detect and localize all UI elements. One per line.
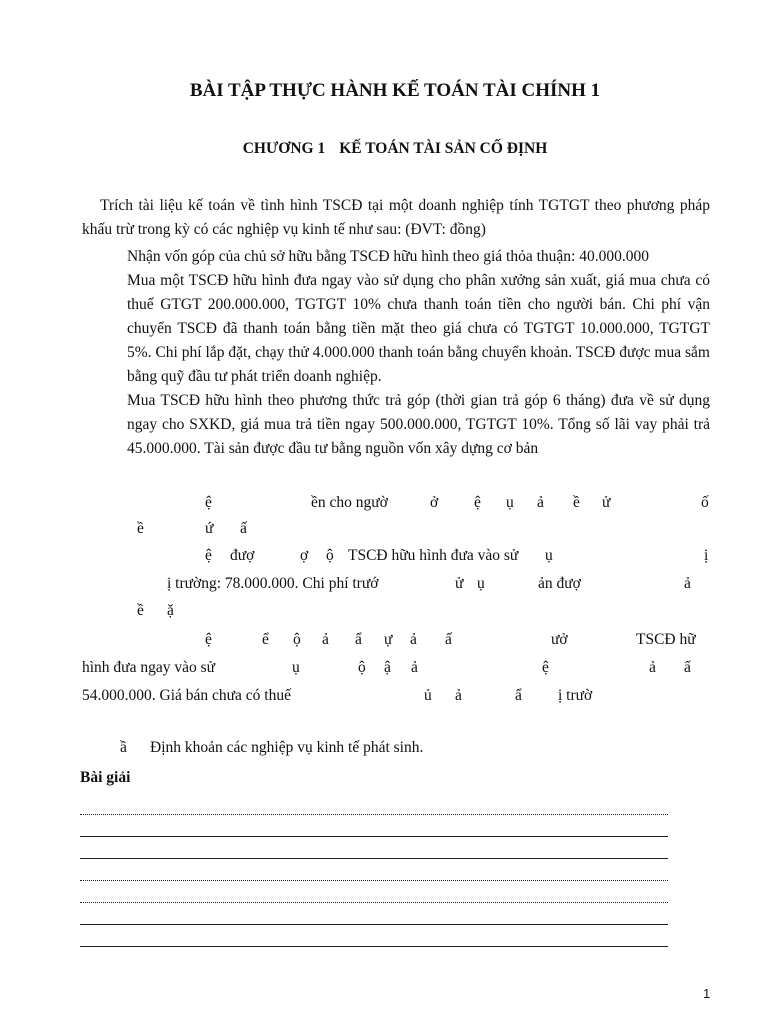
chapter-title: KẾ TOÁN TÀI SẢN CỐ ĐỊNH bbox=[339, 140, 548, 157]
answer-line bbox=[80, 858, 668, 859]
text-fragment: ản đượ bbox=[538, 575, 581, 592]
text-fragment: ệ bbox=[542, 659, 549, 676]
text-fragment: ệ bbox=[474, 494, 481, 511]
task-instruction bbox=[120, 739, 423, 757]
text-fragment: ộ bbox=[293, 631, 301, 648]
text-fragment: ở bbox=[430, 494, 439, 511]
text-fragment: ứ bbox=[205, 520, 214, 537]
text-fragment: ụ bbox=[292, 659, 300, 676]
transaction-item: Mua TSCĐ hữu hình theo phương thức trả góp (thời gian trả góp 6 tháng) đưa về sử dụng ngay cho SXKD, giá mua trả tiền ngay 500.000.000, TGTGT 10%. Tổng số lãi vay phải trả 45.000.000. Tài sản được đầu tư bằng nguồn vốn xây dựng cơ bản bbox=[127, 392, 710, 457]
text-fragment: ẩ bbox=[515, 687, 522, 704]
task-bullet: ầ bbox=[120, 739, 127, 756]
text-fragment: đượ bbox=[230, 547, 255, 564]
text-fragment: ẩ bbox=[684, 659, 691, 676]
text-fragment: ị trườ bbox=[558, 687, 593, 704]
answer-line bbox=[80, 880, 668, 881]
solution-label: Bài giải bbox=[80, 769, 131, 786]
task-text: Định khoản các nghiệp vụ kinh tế phát sinh. bbox=[150, 739, 424, 756]
text-fragment: ợ bbox=[300, 547, 309, 564]
text-fragment: ệ bbox=[205, 631, 212, 648]
text-fragment: ể bbox=[262, 631, 269, 648]
answer-line bbox=[80, 924, 668, 925]
transaction-item: Nhận vốn góp của chủ sở hữu bằng TSCĐ hữu hình theo giá thỏa thuận: 40.000.000 bbox=[127, 248, 649, 265]
answer-line bbox=[80, 814, 668, 815]
text-fragment: ả bbox=[684, 575, 691, 592]
text-fragment: ị bbox=[704, 547, 709, 564]
text-fragment: ố bbox=[701, 494, 709, 511]
text-fragment: ả bbox=[649, 659, 656, 676]
text-fragment: ị trường: 78.000.000. Chi phí trướ bbox=[167, 575, 379, 592]
text-fragment: ộ bbox=[326, 547, 334, 564]
text-fragment: ấ bbox=[445, 631, 452, 648]
text-fragment: ử bbox=[455, 575, 464, 592]
text-fragment: ậ bbox=[384, 659, 391, 676]
text-fragment: ử bbox=[602, 494, 611, 511]
text-fragment: TSCĐ hữ bbox=[636, 631, 696, 648]
text-fragment: ệ bbox=[205, 494, 212, 511]
chapter-heading bbox=[0, 140, 768, 158]
text-fragment: ền cho ngườ bbox=[311, 494, 388, 511]
text-fragment: ụ bbox=[477, 575, 485, 592]
text-fragment: ả bbox=[410, 631, 417, 648]
text-fragment: ưở bbox=[551, 631, 568, 648]
text-fragment: ộ bbox=[358, 659, 366, 676]
intro-paragraph: Trích tài liệu kế toán về tình hình TSCĐ tại một doanh nghiệp tính TGTGT theo phương pháp khấu trừ trong kỳ có các nghiệp vụ kinh tế như sau: (ĐVT: đồng) bbox=[82, 197, 710, 238]
answer-line bbox=[80, 946, 668, 947]
document-title: BÀI TẬP THỰC HÀNH KẾ TOÁN TÀI CHÍNH 1 bbox=[189, 80, 601, 101]
text-fragment: TSCĐ hữu hình đưa vào sử bbox=[348, 547, 519, 564]
text-fragment: ả bbox=[411, 659, 418, 676]
text-fragment: ệ bbox=[205, 547, 212, 564]
text-fragment: ấ bbox=[240, 520, 247, 537]
text-fragment: ả bbox=[455, 687, 462, 704]
text-fragment: ề bbox=[137, 520, 144, 537]
text-fragment: 54.000.000. Giá bán chưa có thuế bbox=[82, 687, 291, 704]
chapter-number: CHƯƠNG 1 bbox=[242, 140, 326, 157]
text-fragment: ẩ bbox=[355, 631, 362, 648]
text-fragment: ả bbox=[537, 494, 544, 511]
text-fragment: ề bbox=[137, 602, 144, 619]
text-fragment: ủ bbox=[424, 687, 432, 704]
text-fragment: ụ bbox=[545, 547, 553, 564]
page-number: 1 bbox=[703, 986, 711, 1001]
text-fragment: ự bbox=[384, 631, 393, 648]
transaction-item: Mua một TSCĐ hữu hình đưa ngay vào sử dụng cho phân xưởng sản xuất, giá mua chưa có thuế GTGT 200.000.000, TGTGT 10% chưa thanh toán tiền cho người bán. Chi phí vận chuyển TSCĐ đã thanh toán bằng tiền mặt theo giá chưa có TGTGT 10.000.000, TGTGT 5%. Chi phí lắp đặt, chạy thử 4.000.000 thanh toán bằng chuyển khoản. TSCĐ được mua sắm bằng quỹ đầu tư phát triển doanh nghiệp. bbox=[127, 272, 710, 385]
text-fragment: ặ bbox=[167, 602, 174, 619]
text-fragment: ề bbox=[573, 494, 580, 511]
text-fragment: ả bbox=[322, 631, 329, 648]
text-fragment: ụ bbox=[506, 494, 514, 511]
transaction-list bbox=[82, 245, 710, 461]
answer-line bbox=[80, 902, 668, 903]
text-fragment: hình đưa ngay vào sử bbox=[82, 659, 216, 676]
answer-line bbox=[80, 836, 668, 837]
